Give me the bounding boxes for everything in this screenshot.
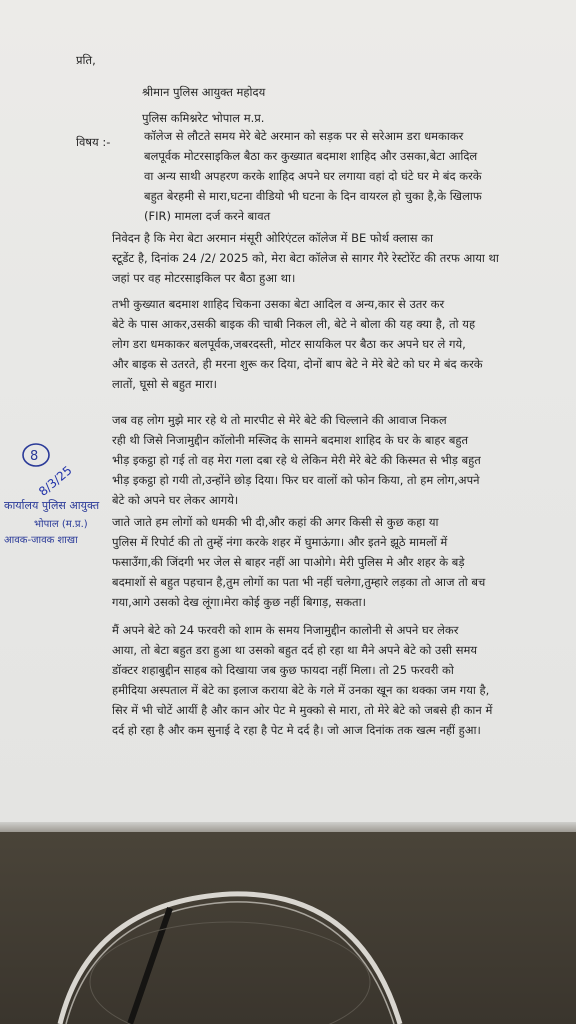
stamp-office: कार्यालय पुलिस आयुक्त (4, 499, 100, 512)
paragraph-line: तभी कुख्यात बदमाश शाहिद चिकना उसका बेटा आदिल व अन्य,कार से उतर कर (112, 297, 445, 311)
paragraph-5 (112, 620, 528, 740)
addressee-office: पुलिस कमिश्नरेट भोपाल म.प्र. (142, 111, 265, 125)
fan-guard-icon (0, 832, 576, 1024)
paragraph-line: लातों, घूसो से बहुत मारा। (112, 377, 218, 391)
subject-text (144, 126, 554, 226)
paragraph-line: बदमाशों से बहुत पहचान है,तुम लोगों का पता भी नहीं चलेगा,तुम्हारे लड़का तो आज तो बच (112, 575, 486, 589)
paragraph-3 (112, 410, 528, 510)
paragraph-4 (112, 512, 528, 612)
subject-line: (FIR) मामला दर्ज करने बावत (144, 209, 271, 223)
subject-label: विषय :- (76, 135, 111, 149)
paragraph-line: जहां पर वह मोटरसाइकिल पर बैठा हुआ था। (112, 271, 296, 285)
subject-line: वा अन्य साथी अपहरण करके शाहिद अपने घर लगाया वहां दो घंटे घर मे बंद करके (144, 169, 482, 183)
subject-line: बहुत बेरहमी से मारा,घटना वीडियो भी घटना के दिन वायरल हो चुका है,के खिलाफ (144, 189, 482, 203)
paragraph-line: फसाउँगा,की जिंदगी भर जेल से बाहर नहीं आ पाओगे। मेरी पुलिस मे और शहर के बड़े (112, 555, 465, 569)
paragraph-line: जाते जाते हम लोगों को धमकी भी दी,और कहां की अगर किसी से कुछ कहा या (112, 515, 439, 529)
paragraph-line: भीड़ इकट्ठा हो गई तो वह मेरा गला दबा रहे थे लेकिन मेरी मेरे बेटे की किस्मत से भीड़ बहुत (112, 453, 481, 467)
paragraph-line: और बाइक से उतरते, ही मरना शुरू कर दिया, दोनों बाप बेटे ने मेरे बेटे को घर मे बंद करके (112, 357, 483, 371)
addressee-title: श्रीमान पुलिस आयुक्त महोदय (142, 85, 266, 99)
paragraph-line: पुलिस में रिपोर्ट की तो तुम्हें नंगा करके शहर में घुमाऊंगा। और इतने झूठे मामलों में (112, 535, 448, 549)
paragraph-2 (112, 294, 528, 394)
inward-stamp (0, 438, 140, 548)
paragraph-line: रही थी जिसे निजामुद्दीन कॉलोनी मस्जिद के सामने बदमाश शाहिद के घर के बाहर बहुत (112, 433, 469, 447)
paragraph-line: लोग डरा धमकाकर बलपूर्वक,जबरदस्ती, मोटर सायकिल पर बैठा कर अपने घर ले गये, (112, 337, 466, 351)
stamp-city: भोपाल (म.प्र.) (34, 519, 88, 530)
paragraph-line: निवेदन है कि मेरा बेटा अरमान मंसूरी ओरिएंटल कॉलेज में BE फोर्थ क्लास का (112, 231, 434, 245)
paragraph-line: डॉक्टर शहाबुद्दीन साहब को दिखाया जब कुछ फायदा नहीं मिला। तो 25 फरवरी को (112, 663, 454, 677)
paragraph-line: हमीदिया अस्पताल में बेटे का इलाज कराया बेटे के गले में उनका खून का थक्का जम गया है, (112, 683, 490, 697)
salutation-to: प्रति, (76, 53, 96, 67)
paragraph-line: स्टूडेंट है, दिनांक 24 /2/ 2025 को, मेरा बेटा कॉलेज से सागर गैरे रेस्टोरेंट की तरफ आया था (112, 251, 499, 265)
paragraph-line: जब वह लोग मुझे मार रहे थे तो मारपीट से मेरे बेटे की चिल्लाने की आवाज निकल (112, 413, 447, 427)
paragraph-line: दर्द हो रहा है और कम सुनाई दे रहा है पेट मे दर्द है। जो आज दिनांक तक खत्म नहीं हुआ। (112, 723, 481, 737)
floor-background (0, 832, 576, 1024)
stamp-number: 8 (30, 449, 39, 464)
subject-line: बलपूर्वक मोटरसाइकिल बैठा कर कुख्यात बदमाश शाहिद और उसका,बेटा आदिल (144, 149, 478, 163)
subject-line: कॉलेज से लौटते समय मेरे बेटे अरमान को सड़क पर से सरेआम डरा धमकाकर (144, 129, 464, 143)
stamp-department: आवक-जावक शाखा (4, 535, 78, 546)
paragraph-line: मैं अपने बेटे को 24 फरवरी को शाम के समय निजामुद्दीन कालोनी से अपने घर लेकर (112, 623, 459, 637)
paragraph-line: आया, तो बेटा बहुत डरा हुआ था उसको बहुत दर्द हो रहा था मैने अपने बेटे को उसी समय (112, 643, 478, 657)
paragraph-line: सिर में भी चोटें आयीं है और कान ओर पेट मे मुक्को से मारा, तो मेरे बेटे को जबसे ही कान में (112, 703, 493, 717)
paragraph-1 (112, 228, 528, 288)
paragraph-line: भीड़ इकट्ठा हो गयी तो,उन्होंने छोड़ दिया। फिर घर वालों को फोन किया, तो हम लोग,अपने (112, 473, 480, 487)
paragraph-line: बेटे को अपने घर लेकर आगये। (112, 493, 239, 507)
paragraph-line: गया,आगे उसको देख लूंगा।मेरा कोई कुछ नहीं बिगाड़, सकता। (112, 595, 366, 609)
stamp-date: 8/3/25 (36, 463, 75, 499)
paragraph-line: बेटे के पास आकर,उसकी बाइक की चाबी निकल ली, बेटे ने बोला की यह क्या है, तो यह (112, 317, 476, 331)
